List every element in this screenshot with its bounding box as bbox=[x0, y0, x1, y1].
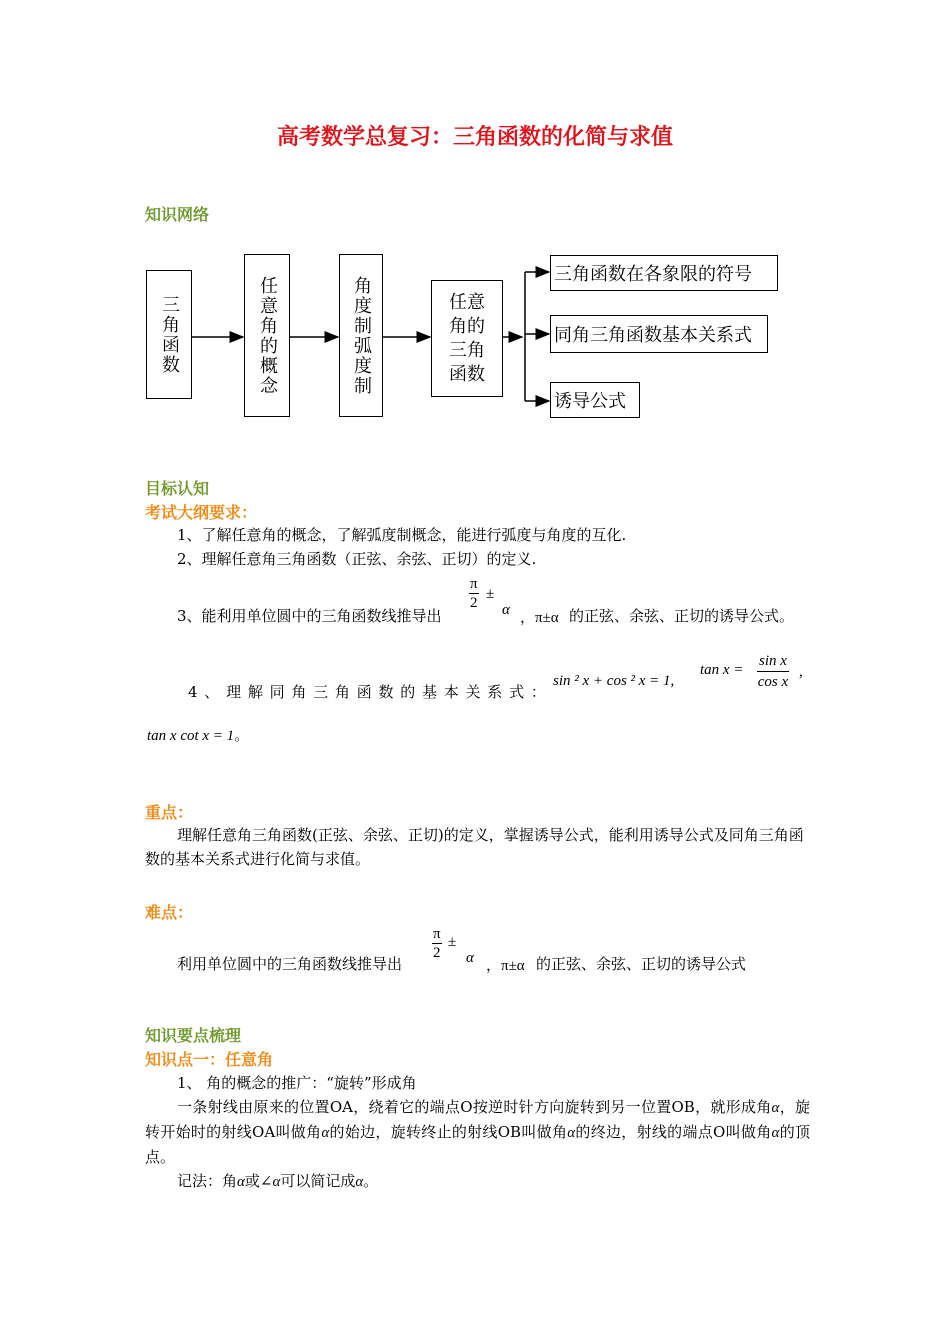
difficult-post: 的正弦、余弦、正切的诱导公式 bbox=[536, 955, 747, 973]
identity-tan-cot bbox=[147, 724, 249, 745]
point1-alpha-2: α bbox=[321, 1125, 330, 1141]
point1-alpha-3: α bbox=[567, 1125, 576, 1141]
syllabus-item-3-pre: 3、能利用单位圆中的三角函数线推导出 bbox=[177, 607, 442, 625]
syllabus-item-1: 1、了解任意角的概念，了解弧度制概念，能进行弧度与角度的互化. bbox=[177, 526, 627, 544]
note-alpha-1: α bbox=[237, 1174, 245, 1190]
difficult-alpha: α bbox=[466, 950, 474, 966]
box-basic-identities: 同角三角函数基本关系式 bbox=[550, 315, 768, 353]
note-alpha-2: α bbox=[272, 1174, 281, 1190]
point1-item-1: 1、 角的概念的推广：“旋转”形成角 bbox=[177, 1074, 417, 1092]
box-any-angle-concept: 任意角的概念 bbox=[244, 254, 290, 417]
difficult-two: 2 bbox=[433, 945, 441, 961]
box-reduction-formulas: 诱导公式 bbox=[550, 382, 640, 418]
section-syllabus: 考试大纲要求： bbox=[145, 503, 258, 522]
note-c: 可以简记成 bbox=[280, 1172, 356, 1190]
sin-over-cos-fraction bbox=[757, 651, 789, 692]
point1-p-b: ，旋转开始时的射线OA叫做角 bbox=[145, 1098, 810, 1141]
identity-tan-cot-text: tan x cot x = 1 bbox=[147, 728, 235, 744]
pm-sign: ± bbox=[486, 586, 495, 602]
section-summary: 知识要点梳理 bbox=[145, 1026, 242, 1045]
pi-numerator: π bbox=[470, 576, 478, 592]
note-d: 。 bbox=[363, 1172, 379, 1190]
section-difficult: 难点： bbox=[145, 903, 194, 922]
cosx-denominator: cos x bbox=[757, 674, 789, 690]
pi-pm-alpha: ，π±α bbox=[520, 610, 559, 626]
point1-p-a: 一条射线由原来的位置OA，绕着它的端点O按逆时针方向旋转到另一位置OB，就形成角 bbox=[177, 1098, 772, 1116]
point1-p-c: 的始边，旋转终止的射线OB叫做角 bbox=[329, 1123, 568, 1141]
page-title: 高考数学总复习：三角函数的化简与求值 bbox=[276, 125, 673, 150]
section-knowledge-network: 知识网络 bbox=[145, 205, 210, 224]
box-degree-radian: 角度制弧度制 bbox=[339, 254, 383, 417]
alpha-symbol: α bbox=[502, 602, 510, 618]
point1-p-d: 的终边，射线的端点O叫做角 bbox=[575, 1123, 772, 1141]
difficult-pi-pm-alpha: ，π±α bbox=[486, 958, 525, 974]
identity-comma: , bbox=[799, 664, 803, 680]
section-point1: 知识点一：任意角 bbox=[145, 1050, 274, 1069]
point1-paragraph bbox=[145, 1095, 810, 1169]
syllabus-item-2: 2、理解任意角三角函数（正弦、余弦、正切）的定义. bbox=[177, 550, 537, 568]
sinx-numerator: sin x bbox=[757, 651, 789, 672]
note-b: 或∠ bbox=[244, 1172, 273, 1190]
box-trig-functions: 三角函数 bbox=[146, 270, 192, 399]
point1-notation bbox=[177, 1169, 378, 1194]
note-alpha-3: α bbox=[355, 1174, 364, 1190]
point1-alpha-4: α bbox=[771, 1125, 780, 1141]
point1-p-e: 的顶点。 bbox=[145, 1123, 810, 1166]
note-a: 记法：角 bbox=[177, 1172, 238, 1190]
section-key-points: 重点： bbox=[145, 803, 194, 822]
identity-sin-cos: sin ² x + cos ² x = 1, bbox=[553, 673, 675, 689]
difficult-pre: 利用单位圆中的三角函数线推导出 bbox=[177, 955, 403, 973]
key-points-text: 理解任意角三角函数(正弦、余弦、正切)的定义，掌握诱导公式，能利用诱导公式及同角三角函数的基本关系式进行化简与求值。 bbox=[145, 826, 804, 868]
difficult-pm: ± bbox=[448, 934, 457, 950]
box-any-angle-trig: 任意角的三角函数 bbox=[431, 280, 503, 397]
difficult-pi-over-2 bbox=[432, 925, 442, 962]
pi-over-2-fraction bbox=[469, 575, 479, 612]
point1-alpha-1: α bbox=[771, 1100, 780, 1116]
section-goals: 目标认知 bbox=[145, 479, 210, 498]
identity-period: 。 bbox=[234, 728, 250, 744]
two-denominator: 2 bbox=[470, 595, 478, 611]
box-quadrant-signs: 三角函数在各象限的符号 bbox=[550, 255, 778, 291]
syllabus-item-3-post: 的正弦、余弦、正切的诱导公式。 bbox=[569, 607, 795, 625]
syllabus-item-3 bbox=[177, 604, 442, 628]
tan-lhs: tan x = bbox=[700, 662, 744, 678]
difficult-pi: π bbox=[433, 926, 441, 942]
syllabus-item-4: 4 、 理 解 同 角 三 角 函 数 的 基 本 关 系 式 ： bbox=[188, 683, 547, 701]
